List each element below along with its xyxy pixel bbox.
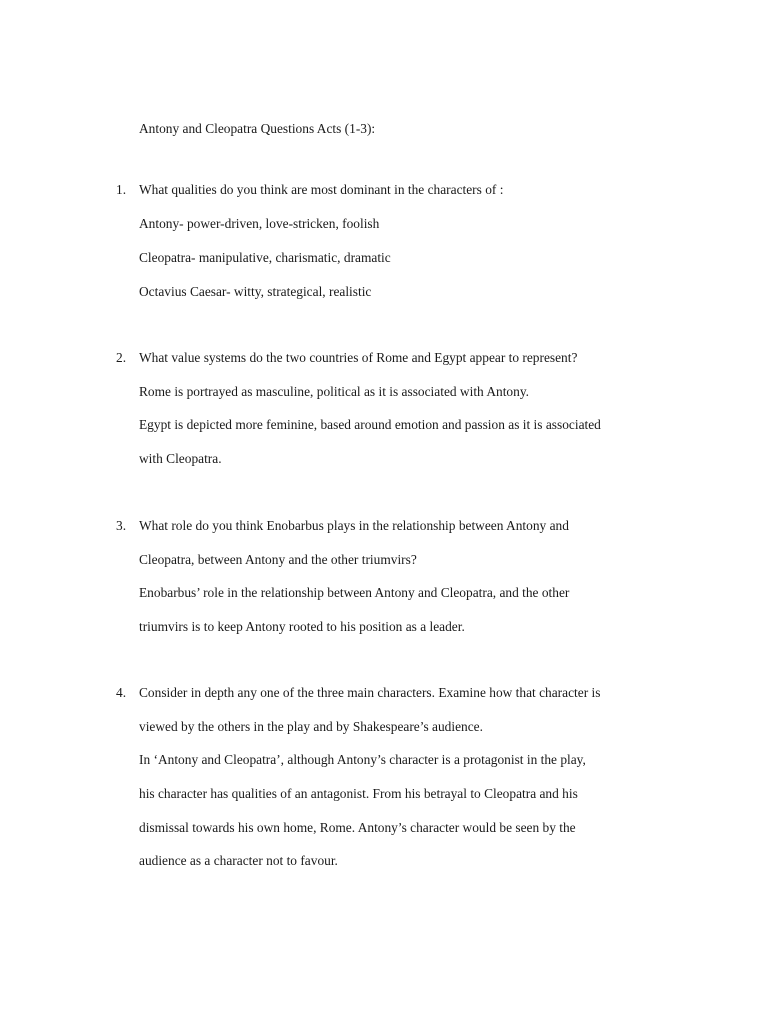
question-text: viewed by the others in the play and by Shakespeare’s audience. [139,719,483,734]
question-text: What role do you think Enobarbus plays in the relationship between Antony and [139,518,569,533]
question-text: What qualities do you think are most dominant in the characters of : [139,182,504,197]
question-text: What value systems do the two countries of Rome and Egypt appear to represent? [139,350,578,365]
question-text: Cleopatra, between Antony and the other triumvirs? [139,552,417,567]
answer-line: In ‘Antony and Cleopatra’, although Antony’s character is a protagonist in the play, [139,752,586,767]
answer-line: triumvirs is to keep Antony rooted to his position as a leader. [139,619,465,634]
answer-line: Cleopatra- manipulative, charismatic, dramatic [139,250,391,265]
answer-line: Rome is portrayed as masculine, political as it is associated with Antony. [139,384,529,399]
question-text: Consider in depth any one of the three main characters. Examine how that character is [139,685,601,700]
answer-line: Egypt is depicted more feminine, based around emotion and passion as it is associated [139,417,601,432]
answer-line: Antony- power-driven, love-stricken, foolish [139,216,380,231]
answer-line: Octavius Caesar- witty, strategical, realistic [139,284,372,299]
answer-line: dismissal towards his own home, Rome. Antony’s character would be seen by the [139,820,576,835]
question-number: 3. [116,518,127,533]
answer-line: with Cleopatra. [139,451,222,466]
document-title: Antony and Cleopatra Questions Acts (1-3): [139,121,376,136]
question-number: 2. [116,350,127,365]
question-number: 4. [116,685,127,700]
answer-line: audience as a character not to favour. [139,853,338,868]
answer-line: Enobarbus’ role in the relationship between Antony and Cleopatra, and the other [139,585,570,600]
answer-line: his character has qualities of an antagonist. From his betrayal to Cleopatra and his [139,786,578,801]
question-number: 1. [116,182,127,197]
